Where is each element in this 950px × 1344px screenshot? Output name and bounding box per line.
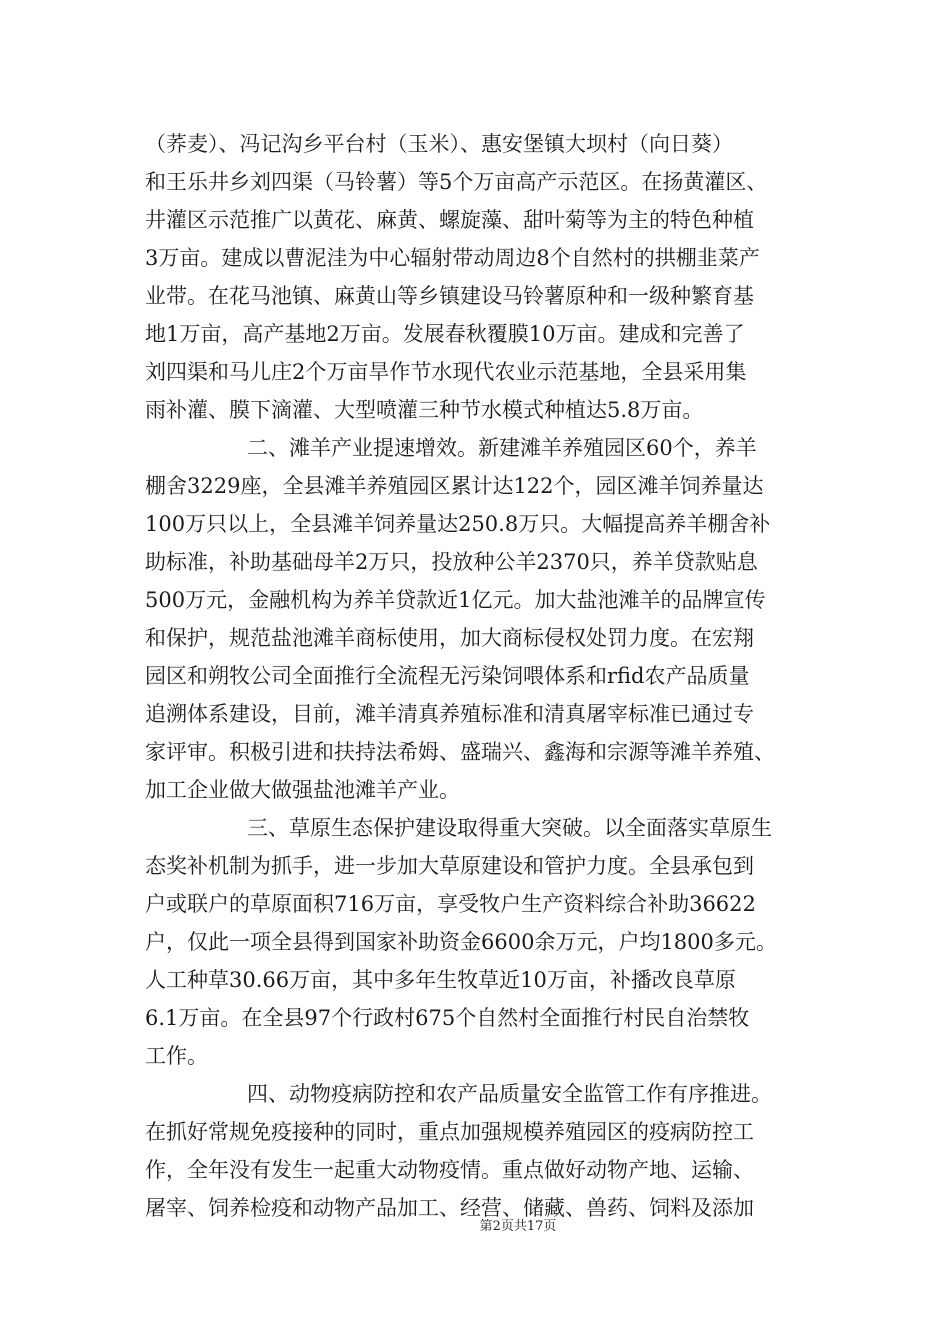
text-line: 3万亩。建成以曹泥洼为中心辐射带动周边8个自然村的拱棚韭菜产 bbox=[145, 246, 760, 270]
text-line: 6.1万亩。在全县97个行政村675个自然村全面推行村民自治禁牧 bbox=[145, 1006, 750, 1030]
text-line: 棚舍3229座，全县滩羊养殖园区累计达122个，园区滩羊饲养量达 bbox=[145, 474, 764, 498]
text-line: 家评审。积极引进和扶持法希姆、盛瑞兴、鑫海和宗源等滩羊养殖、 bbox=[145, 740, 775, 764]
text-line: 户或联户的草原面积716万亩，享受牧户生产资料综合补助36622 bbox=[145, 892, 756, 916]
text-line: 屠宰、饲养检疫和动物产品加工、经营、储藏、兽药、饲料及添加 bbox=[145, 1196, 754, 1220]
text-line: 地1万亩，高产基地2万亩。发展春秋覆膜10万亩。建成和完善了 bbox=[145, 322, 745, 346]
text-line: 作，全年没有发生一起重大动物疫情。重点做好动物产地、运输、 bbox=[145, 1158, 754, 1182]
text-line: 加工企业做大做强盐池滩羊产业。 bbox=[145, 778, 460, 802]
text-line: 和保护，规范盐池滩羊商标使用，加大商标侵权处罚力度。在宏翔 bbox=[145, 626, 754, 650]
section-heading-line: 四、动物疫病防控和农产品质量安全监管工作有序推进。 bbox=[247, 1082, 772, 1106]
text-line: 工作。 bbox=[145, 1044, 208, 1068]
page-number-footer: 第2页共17页 bbox=[479, 1219, 557, 1234]
text-line: 追溯体系建设，目前，滩羊清真养殖标准和清真屠宰标准已通过专 bbox=[145, 702, 754, 726]
text-line: 刘四渠和马儿庄2个万亩旱作节水现代农业示范基地，全县采用集 bbox=[145, 360, 747, 384]
text-line: 人工种草30.66万亩，其中多年生牧草近10万亩，补播改良草原 bbox=[145, 968, 736, 992]
text-line: 在抓好常规免疫接种的同时，重点加强规模养殖园区的疫病防控工 bbox=[145, 1120, 754, 1144]
text-line: 井灌区示范推广以黄花、麻黄、螺旋藻、甜叶菊等为主的特色种植 bbox=[145, 208, 754, 232]
text-line: 和王乐井乡刘四渠（马铃薯）等5个万亩高产示范区。在扬黄灌区、 bbox=[145, 170, 768, 194]
section-heading-line: 三、草原生态保护建设取得重大突破。以全面落实草原生 bbox=[247, 816, 772, 840]
text-line: 雨补灌、膜下滴灌、大型喷灌三种节水模式种植达5.8万亩。 bbox=[145, 398, 704, 422]
text-line: 态奖补机制为抓手，进一步加大草原建设和管护力度。全县承包到 bbox=[145, 854, 754, 878]
text-line: 500万元，金融机构为养羊贷款近1亿元。加大盐池滩羊的品牌宣传 bbox=[145, 588, 766, 612]
text-line: 园区和朔牧公司全面推行全流程无污染饲喂体系和rfid农产品质量 bbox=[145, 664, 750, 688]
text-line: 业带。在花马池镇、麻黄山等乡镇建设马铃薯原种和一级种繁育基 bbox=[145, 284, 754, 308]
text-line: 户，仅此一项全县得到国家补助资金6600余万元，户均1800多元。 bbox=[145, 930, 777, 954]
section-heading-line: 二、滩羊产业提速增效。新建滩羊养殖园区60个，养羊 bbox=[247, 436, 757, 460]
text-line: 助标准，补助基础母羊2万只，投放种公羊2370只，养羊贷款贴息 bbox=[145, 550, 758, 574]
text-line: 100万只以上，全县滩羊饲养量达250.8万只。大幅提高养羊棚舍补 bbox=[145, 512, 771, 536]
text-line: （荞麦）、冯记沟乡平台村（玉米）、惠安堡镇大坝村（向日葵） bbox=[145, 132, 733, 156]
